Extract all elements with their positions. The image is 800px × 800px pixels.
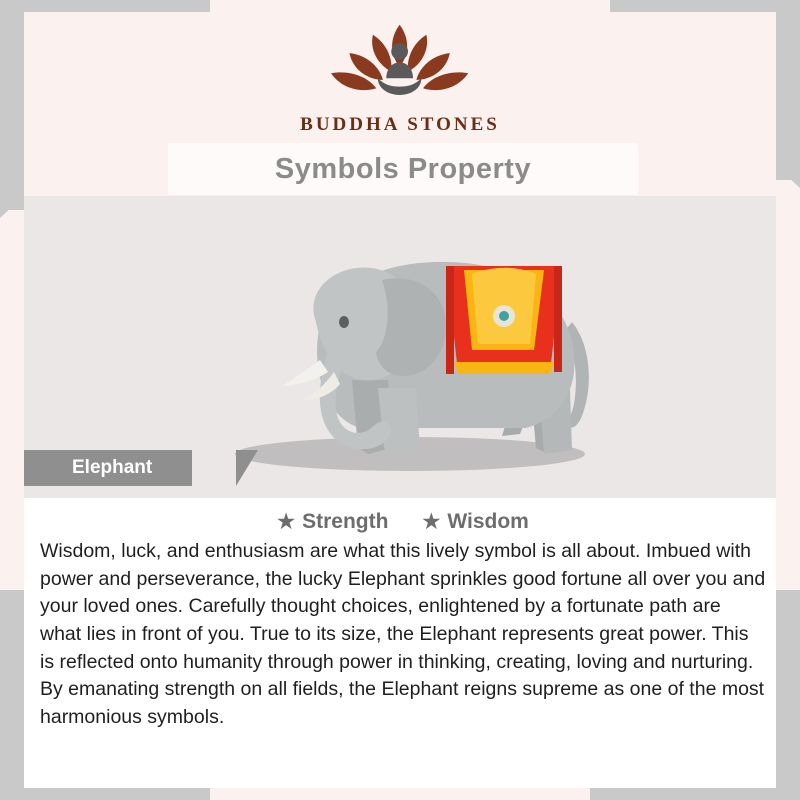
symbol-label-tag-point xyxy=(236,450,258,486)
decorative-band-bottom-right xyxy=(776,590,800,800)
decorative-band-bottom-left xyxy=(0,590,24,800)
decorative-band-bottom-left-horizontal xyxy=(0,788,210,800)
attribute-strength-label: Strength xyxy=(302,510,389,533)
symbol-label-tag xyxy=(24,450,192,486)
decorative-band-bottom-right-horizontal xyxy=(590,788,800,800)
star-icon: ★ xyxy=(277,511,296,533)
symbol-label: Elephant xyxy=(72,457,153,478)
decorative-notch-left xyxy=(0,196,24,218)
attribute-wisdom-label: Wisdom xyxy=(447,510,529,533)
decorative-notch-right xyxy=(776,166,800,188)
description-block xyxy=(24,498,776,788)
star-icon: ★ xyxy=(422,511,441,533)
elephant-illustration-icon xyxy=(120,204,680,494)
attribute-wisdom xyxy=(422,510,528,534)
page-title: Symbols Property xyxy=(274,152,532,185)
attribute-list xyxy=(40,510,766,534)
lotus-meditation-logo-icon xyxy=(316,18,483,110)
brand-header xyxy=(0,18,800,136)
brand-name: BUDDHA STONES xyxy=(300,114,500,135)
attribute-strength xyxy=(277,510,388,534)
decorative-band-top-left-horizontal xyxy=(0,0,210,12)
description-text: Wisdom, luck, and enthusiasm are what this lively symbol is all about. Imbued with power and perseverance, the lucky Elephant sprinkles good fortune all over you and your loved ones. Carefully thought choices, enlightened by a fortunate path are what lies in front of you. True to its size, the Elephant represents great power. This is reflected onto humanity through power in thinking, creating, loving and nurturing. By emanating strength on all fields, the Elephant reigns supreme as one of the most harmonious symbols. xyxy=(40,540,766,729)
decorative-band-top-right-horizontal xyxy=(610,0,800,12)
title-banner xyxy=(168,143,638,195)
